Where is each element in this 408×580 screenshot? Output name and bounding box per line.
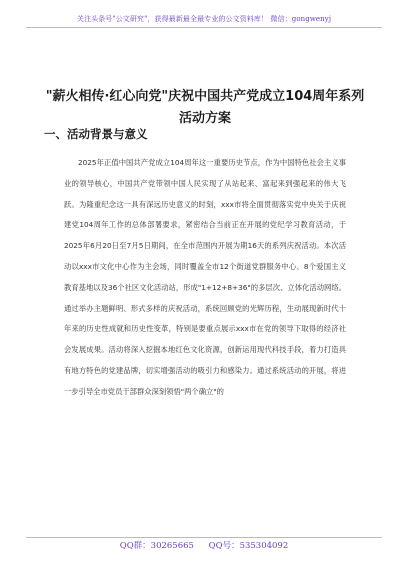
body-paragraph: 2025年正值中国共产党成立104周年这一重要历史节点，作为中国特色社会主义事业的领导核心，中国共产党带领中国人民实现了从站起来、富起来到强起来的伟大飞跃。为隆重纪念这一具有深远历史意义的时刻，xxx市将全面贯彻落实党中央关于庆祝建党104周年工作的总体部署要求，紧密结合当前正在开展的党纪学习教育活动，于2025年6月20日至7月5日期间，在全市范围内开展为期16天的系列庆祝活动。本次活动以xxx市文化中心作为主会场，同时覆盖全市12个街道党群服务中心、8个爱国主义教育基地以及36个社区文化活动站，形成"1+12+8+36"的多层次、立体化活动网络。通过举办主题鲜明、形式多样的庆祝活动，系统回顾党的光辉历程，生动展现新时代十年来的历史性成就和历史性变革，特别是要重点展示xxx市在党的领导下取得的经济社会发展成果。活动将深入挖掘本地红色文化资源，创新运用现代科技手段，着力打造具有地方特色的党建品牌，切实增强活动的吸引力和感染力。通过系统活动的开展，将进一步引导全市党员干部群众深刻领悟"两个确立"的 <box>64 158 346 396</box>
footer-qq-group: QQ群：30265665 <box>119 541 194 551</box>
header-banner: 关注头条号"公文研究"，获得最新最全最专业的公文资料库！ 微信：gongwenyj <box>76 15 332 23</box>
footer-qq-number: QQ号：535304092 <box>208 541 289 551</box>
footer-divider <box>26 537 382 538</box>
header-divider <box>26 27 382 28</box>
footer <box>0 539 408 551</box>
section-heading: 一、活动背景与意义 <box>44 127 148 141</box>
document-title: "薪火相传·红心向党"庆祝中国共产党成立104周年系列活动方案 <box>45 89 365 126</box>
